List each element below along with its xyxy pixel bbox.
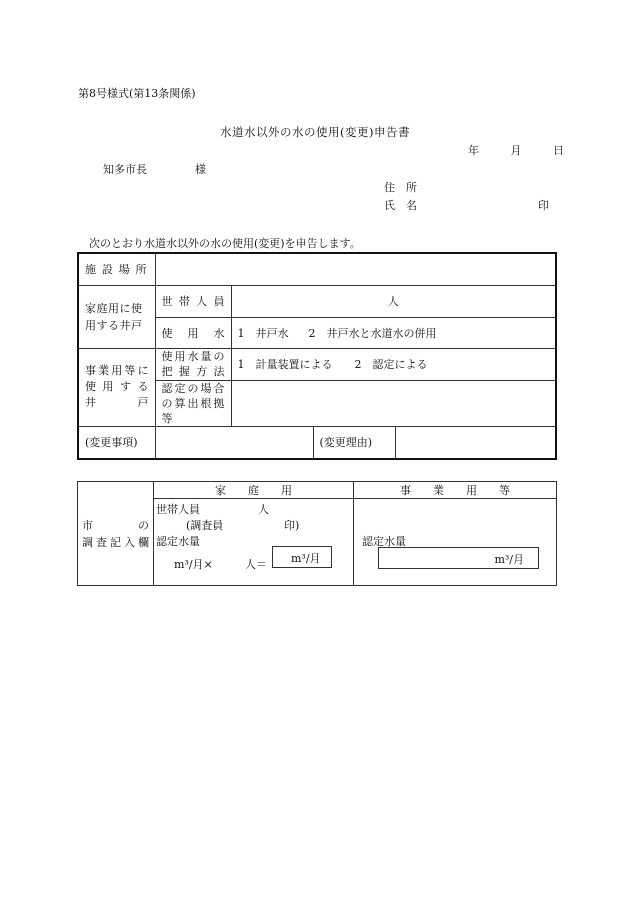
members-unit: 人 <box>258 503 269 516</box>
usage-method-label-cell <box>155 348 231 380</box>
basis-label-cell <box>155 380 231 426</box>
business-survey-cell <box>354 499 557 586</box>
business-header-text: 事 業 用 等 <box>400 484 510 497</box>
business-label-line3: 井 戸 <box>85 396 149 409</box>
usage-method-line1: 使用水量の <box>161 350 225 363</box>
change-reason-label: (変更理由) <box>319 436 373 450</box>
change-reason-input[interactable] <box>395 426 556 459</box>
certified-amount-label: 認定水量 <box>156 535 200 548</box>
addressee <box>103 161 206 177</box>
usage-option-2[interactable]: 2 認定による <box>354 358 428 371</box>
household-members-input[interactable] <box>231 285 556 317</box>
date-line <box>468 142 564 158</box>
household-header-text: 家 庭 用 <box>215 484 292 497</box>
business-amount-unit: m³/月 <box>494 553 524 566</box>
date-month: 月 <box>510 144 522 157</box>
formula-mid: 人＝ <box>245 558 267 571</box>
business-header <box>354 482 557 499</box>
formula-left: m³/月× <box>174 558 213 571</box>
intro-text: 次のとおり水道水以外の水の使用(変更)を申告します。 <box>89 237 361 250</box>
basis-line3: 等 <box>161 411 173 425</box>
form-number: 第8号様式(第13条関係) <box>78 87 196 100</box>
household-members-label: 世帯人員 <box>161 295 225 308</box>
household-members-unit: 人 <box>387 295 399 308</box>
seal-mark: 印 <box>538 199 549 212</box>
usage-method-label <box>162 349 225 379</box>
household-header <box>154 482 354 499</box>
name-label: 氏 名 <box>384 199 417 212</box>
household-label: 家庭用に使用する井戸 <box>85 301 143 332</box>
declaration-table <box>77 252 557 460</box>
change-reason-label-cell <box>313 426 395 459</box>
date-day: 日 <box>553 144 564 157</box>
business-label-line1: 事業用等に <box>85 364 149 377</box>
water-use-option-1[interactable]: 1 井戸水 <box>237 326 289 340</box>
water-use-option-2[interactable]: 2 井戸水と水道水の併用 <box>308 326 437 340</box>
date-year: 年 <box>468 144 479 157</box>
business-certified-label: 認定水量 <box>362 535 406 548</box>
investigator-label: (調査員 <box>186 519 224 532</box>
investigator-seal: 印) <box>284 519 300 532</box>
basis-line2: の算出根拠 <box>161 396 225 410</box>
addressee-honorific: 様 <box>195 163 206 176</box>
household-label-cell <box>78 285 155 348</box>
household-survey-cell <box>154 499 354 586</box>
household-members-label-cell <box>155 285 231 317</box>
change-item-label-cell <box>78 426 155 459</box>
city-label-cell <box>78 482 154 586</box>
facility-label: 施設場所 <box>85 263 147 277</box>
page-title: 水道水以外の水の使用(変更)申告書 <box>220 125 410 139</box>
business-label <box>85 363 149 411</box>
facility-label-cell <box>78 253 155 285</box>
business-amount-box[interactable] <box>378 547 539 569</box>
basis-input[interactable] <box>231 380 556 426</box>
usage-method-line2: 把握方法 <box>161 365 225 378</box>
usage-option-1[interactable]: 1 計量装置による <box>237 358 333 371</box>
change-item-label: (変更事項) <box>85 436 138 450</box>
water-use-options[interactable] <box>231 317 556 348</box>
water-use-label: 使用水 <box>161 326 225 340</box>
basis-line1: 認定の場合 <box>161 381 225 395</box>
facility-input[interactable] <box>155 253 556 285</box>
addressee-name: 知多市長 <box>103 163 147 176</box>
household-amount-box[interactable] <box>272 546 332 568</box>
city-survey-table <box>77 481 557 586</box>
basis-label <box>162 381 225 426</box>
household-amount-unit: m³/月 <box>291 552 321 565</box>
business-label-line2: 使用する <box>85 380 149 393</box>
water-use-label-cell <box>155 317 231 348</box>
business-label-cell <box>78 348 155 426</box>
city-label-line1: 市 の <box>82 518 149 532</box>
address-label: 住 所 <box>384 181 417 194</box>
usage-method-options[interactable] <box>231 348 556 380</box>
change-item-input[interactable] <box>155 426 313 459</box>
city-label-line2: 調査記入欄 <box>82 535 149 549</box>
members-label: 世帯人員 <box>156 503 200 516</box>
